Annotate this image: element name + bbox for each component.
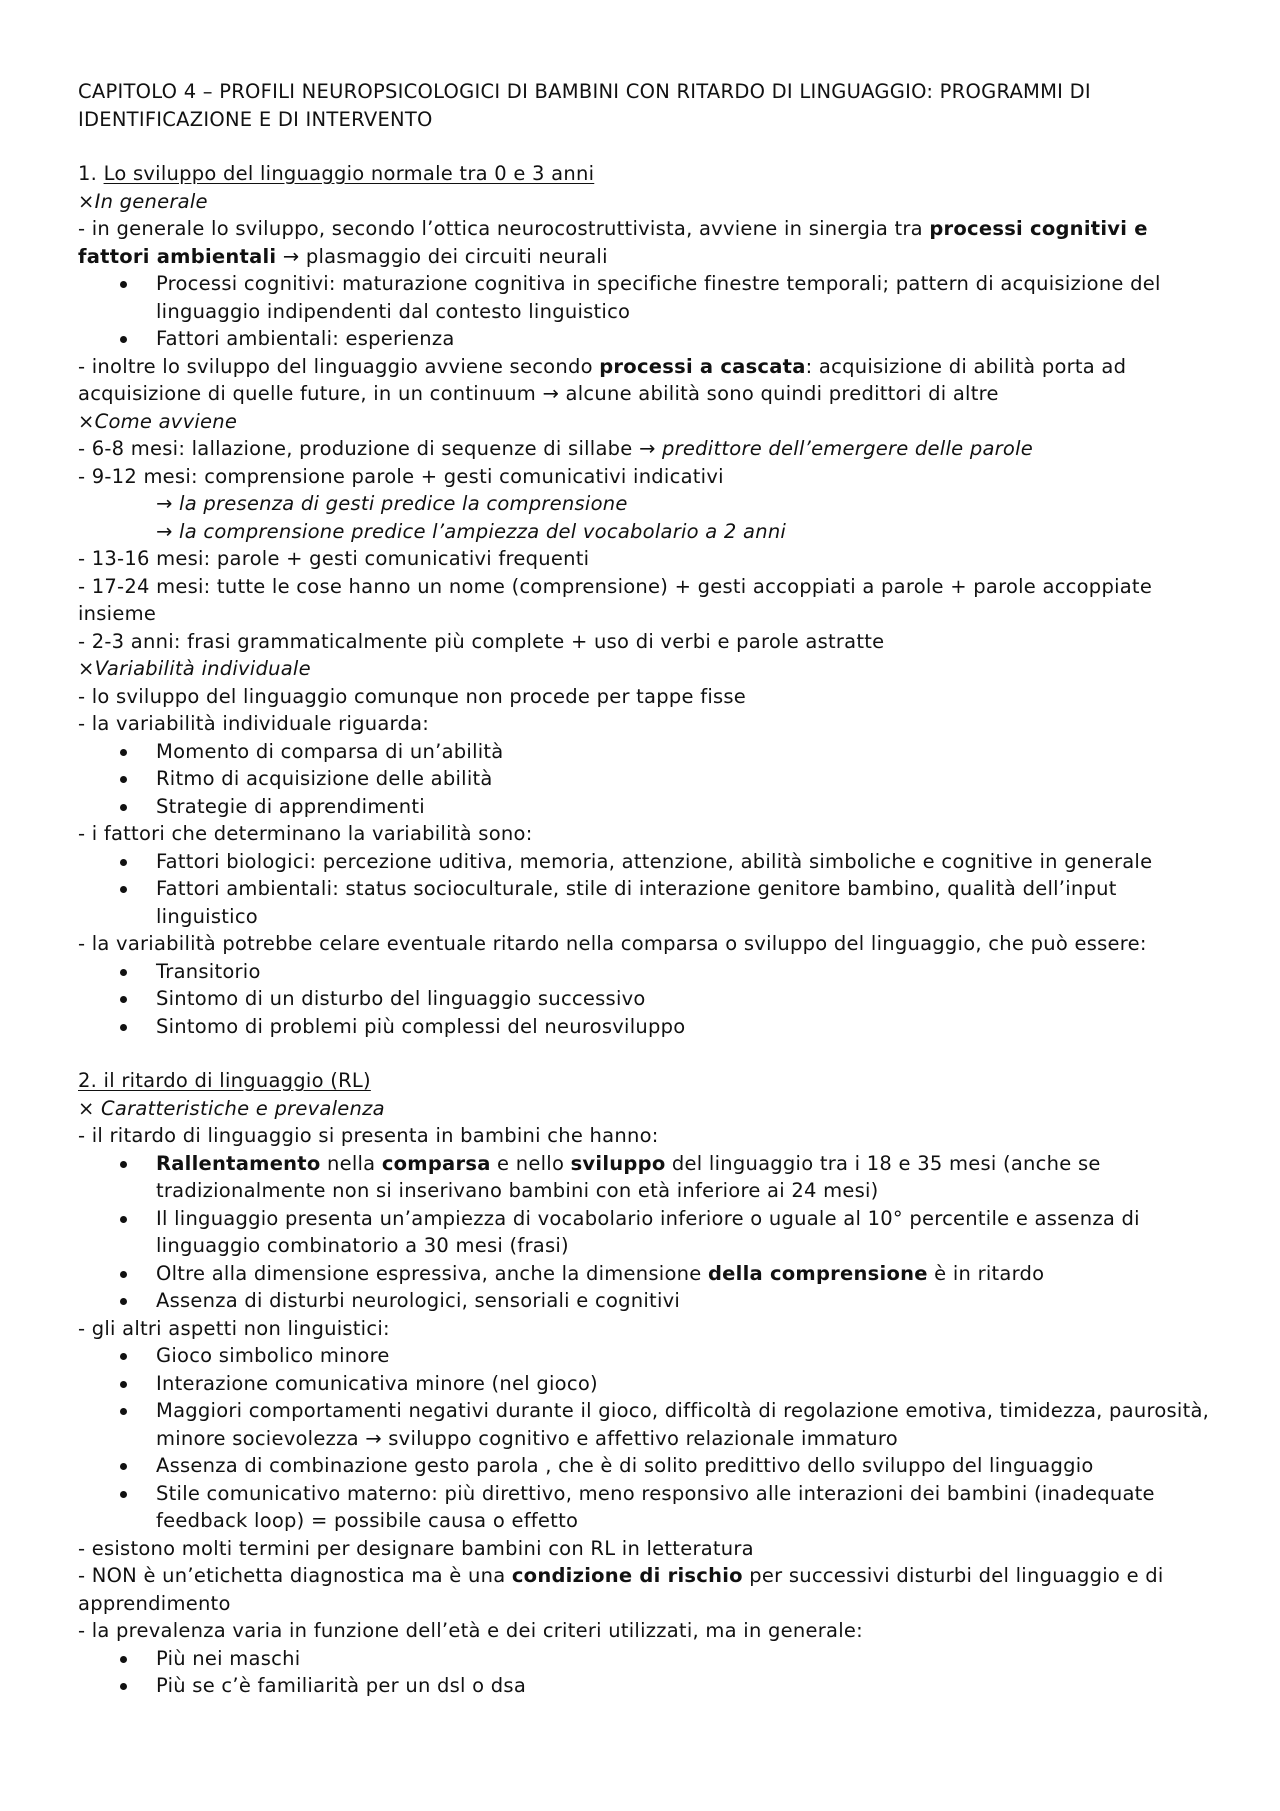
paragraph-non-linguistici: - gli altri aspetti non linguistici: [78,1316,390,1340]
paragraph-sinergia: - in generale lo sviluppo, secondo l’ottica neurocostruttivista, avviene in sinergia tra processi cognitivi e [78,217,1148,240]
paragraph-cascata: - inoltre lo sviluppo del linguaggio avviene secondo processi a cascata: acquisizione di abilità porta ad [78,354,1127,378]
subheading-variabilita: ×Variabilità individuale [78,657,311,680]
bullet-list-prevalenza [78,1645,1220,1700]
milestone-9-12-note-1: → la presenza di gesti predice la comprensione [156,492,628,515]
list-item: Più se c’è familiarità per un dsl o dsa [78,1672,1220,1700]
list-item: Strategie di apprendimenti [78,793,1220,821]
milestone-6-8: - 6-8 mesi: lallazione, produzione di sequenze di sillabe → predittore dell’emergere delle parole [78,437,1034,460]
list-item: Sintomo di un disturbo del linguaggio successivo [78,985,1220,1013]
list-item: Ritmo di acquisizione delle abilità [78,765,1220,793]
paragraph-etichetta-cont: apprendimento [78,1591,231,1615]
milestone-9-12: - 9-12 mesi: comprensione parole + gesti comunicativi indicativi [78,464,724,488]
list-item: Momento di comparsa di un’abilità [78,738,1220,766]
paragraph-termini: - esistono molti termini per designare bambini con RL in letteratura [78,1536,754,1560]
paragraph-fattori-variabilita: - i fattori che determinano la variabilità sono: [78,822,533,845]
bullet-list-ritardo-tipi [78,958,1220,1041]
list-item: Transitorio [78,958,1220,986]
list-item: Interazione comunicativa minore (nel gioco) [78,1370,1220,1398]
list-item: Assenza di combinazione gesto parola , che è di solito predittivo dello sviluppo del linguaggio [78,1452,1220,1480]
subheading-caratteristiche: × Caratteristiche e prevalenza [78,1096,385,1120]
paragraph-rl-presenta: - il ritardo di linguaggio si presenta in bambini che hanno: [78,1124,659,1147]
section-2-heading: 2. il ritardo di linguaggio (RL) [78,1069,371,1092]
list-item: Il linguaggio presenta un’ampiezza di vocabolario inferiore o uguale al 10° percentile e assenza di linguaggio combinatorio a 30 mesi (frasi) [78,1205,1220,1260]
bullet-list-non-linguistici [78,1342,1220,1535]
subheading-come-avviene: ×Come avviene [78,409,238,433]
chapter-title-line-1: CAPITOLO 4 – PROFILI NEUROPSICOLOGICI DI BAMBINI CON RITARDO DI LINGUAGGIO: PROGRAMMI DI [78,80,1091,103]
paragraph-tappe: - lo sviluppo del linguaggio comunque non procede per tappe fisse [78,684,747,708]
list-item: Rallentamento nella comparsa e nello sviluppo del linguaggio tra i 18 e 35 mesi (anche se tradizionalmente non si inserivano bambini con età inferiore ai 24 mesi) [78,1150,1220,1205]
paragraph-sinergia-cont: fattori ambientali → plasmaggio dei circuiti neurali [78,244,608,268]
paragraph-prevalenza: - la prevalenza varia in funzione dell’età e dei criteri utilizzati, ma in generale: [78,1619,863,1642]
list-item: Assenza di disturbi neurologici, sensoriali e cognitivi [78,1287,1220,1315]
milestone-2-3: - 2-3 anni: frasi grammaticalmente più complete + uso di verbi e parole astratte [78,629,885,653]
paragraph-cascata-cont: acquisizione di quelle future, in un continuum → alcune abilità sono quindi predittori di altre [78,382,999,405]
list-item: Fattori biologici: percezione uditiva, memoria, attenzione, abilità simboliche e cognitive in generale [78,848,1220,876]
section-1-heading: 1. Lo sviluppo del linguaggio normale tra 0 e 3 anni [78,162,595,185]
list-item: Maggiori comportamenti negativi durante il gioco, difficoltà di regolazione emotiva, timidezza, paurosità, minore socievolezza → sviluppo cognitivo e affettivo relazionale immaturo [78,1397,1220,1452]
milestone-9-12-note-2: → la comprensione predice l’ampiezza del vocabolario a 2 anni [156,519,787,543]
subheading-in-generale: ×In generale [78,189,208,213]
bullet-list-fattori-variabilita [78,848,1220,931]
chapter-title-line-2: IDENTIFICAZIONE E DI INTERVENTO [78,107,433,131]
milestone-13-16: - 13-16 mesi: parole + gesti comunicativi frequenti [78,547,590,570]
list-item: Gioco simbolico minore [78,1342,1220,1370]
paragraph-celare-ritardo: - la variabilità potrebbe celare eventuale ritardo nella comparsa o sviluppo del linguaggio, che può essere: [78,932,1147,955]
bullet-list-fattori [78,270,1220,353]
milestone-17-24: - 17-24 mesi: tutte le cose hanno un nome (comprensione) + gesti accoppiati a parole + parole accoppiate [78,574,1153,598]
list-item: Più nei maschi [78,1645,1220,1673]
paragraph-etichetta: - NON è un’etichetta diagnostica ma è una condizione di rischio per successivi disturbi del linguaggio e di [78,1564,1164,1587]
list-item: Fattori ambientali: status socioculturale, stile di interazione genitore bambino, qualità dell’input linguistico [78,875,1220,930]
bullet-list-variabilita [78,738,1220,821]
list-item: Sintomo di problemi più complessi del neurosviluppo [78,1013,1220,1041]
list-item: Processi cognitivi: maturazione cognitiva in specifiche finestre temporali; pattern di acquisizione del linguaggio indipendenti dal contesto linguistico [78,270,1220,325]
paragraph-variabilita-riguarda: - la variabilità individuale riguarda: [78,712,430,735]
list-item: Stile comunicativo materno: più direttivo, meno responsivo alle interazioni dei bambini (inadequate feedback loop) = possibile causa o effetto [78,1480,1220,1535]
list-item: Oltre alla dimensione espressiva, anche la dimensione della comprensione è in ritardo [78,1260,1220,1288]
milestone-17-24-cont: insieme [78,602,157,625]
bullet-list-rl-caratteristiche [78,1150,1220,1315]
list-item: Fattori ambientali: esperienza [78,325,1220,353]
